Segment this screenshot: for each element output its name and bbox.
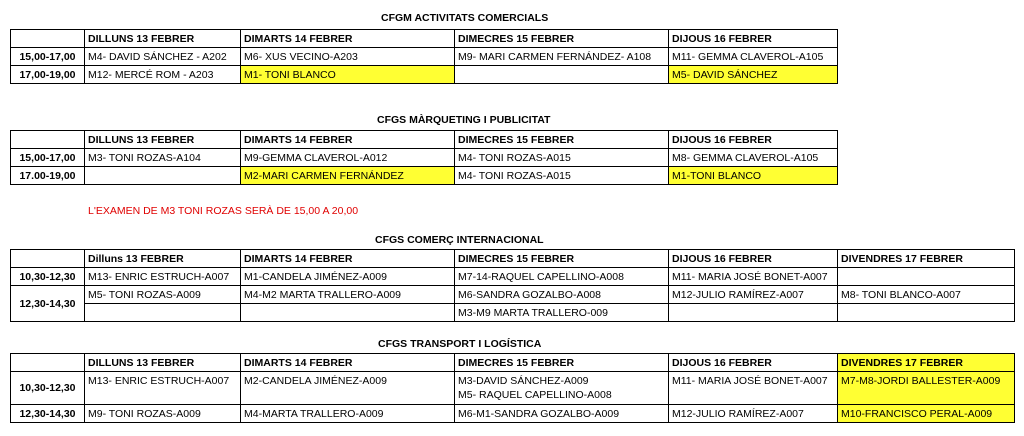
exam-cell: M9- TONI ROZAS-A009: [85, 405, 241, 423]
exam-cell: M11- MARIA JOSÉ BONET-A007: [669, 268, 838, 286]
day-header: DIMECRES 15 FEBRER: [455, 354, 669, 372]
exam-cell: M4- DAVID SÁNCHEZ - A202: [85, 48, 241, 66]
table-row: [11, 149, 838, 167]
day-header: DIJOUS 16 FEBRER: [669, 131, 838, 149]
corner-cell: [11, 250, 85, 268]
table-row: [11, 304, 1015, 322]
table-row: [11, 48, 838, 66]
exam-cell-highlighted: M1-TONI BLANCO: [669, 167, 838, 185]
exam-cell: M7-14-RAQUEL CAPELLINO-A008: [455, 268, 669, 286]
exam-cell: M3-M9 MARTA TRALLERO-009: [455, 304, 669, 322]
section-title-comerc: CFGS COMERÇ INTERNACIONAL: [375, 234, 544, 246]
exam-cell: M13- ENRIC ESTRUCH-A007: [85, 268, 241, 286]
exam-cell: [241, 304, 455, 322]
exam-cell: [838, 304, 1015, 322]
exam-cell: M4- TONI ROZAS-A015: [455, 167, 669, 185]
exam-cell-highlighted: M2-MARI CARMEN FERNÁNDEZ: [241, 167, 455, 185]
exam-cell: M6- XUS VECINO-A203: [241, 48, 455, 66]
time-slot: 10,30-12,30: [11, 268, 85, 286]
exam-cell: M9-GEMMA CLAVEROL-A012: [241, 149, 455, 167]
table-header-row: [11, 250, 1015, 268]
table-row: [11, 405, 1015, 423]
schedule-table-activitats: [10, 29, 838, 84]
exam-line: M5- RAQUEL CAPELLINO-A008: [458, 389, 612, 401]
day-header: Dilluns 13 FEBRER: [85, 250, 241, 268]
table-row: [11, 372, 1015, 405]
table-row: [11, 66, 838, 84]
time-slot: 17.00-19,00: [11, 167, 85, 185]
day-header: DIJOUS 16 FEBRER: [669, 30, 838, 48]
exam-cell-highlighted: M1- TONI BLANCO: [241, 66, 455, 84]
exam-cell: M11- GEMMA CLAVEROL-A105: [669, 48, 838, 66]
exam-cell: M12- MERCÉ ROM - A203: [85, 66, 241, 84]
exam-cell: M6-SANDRA GOZALBO-A008: [455, 286, 669, 304]
day-header: DIMARTS 14 FEBRER: [241, 354, 455, 372]
table-header-row: [11, 354, 1015, 372]
exam-cell-multi: [455, 372, 669, 405]
day-header: DIMARTS 14 FEBRER: [241, 250, 455, 268]
day-header: DILLUNS 13 FEBRER: [85, 131, 241, 149]
day-header: DIMARTS 14 FEBRER: [241, 131, 455, 149]
schedule-table-transport: [10, 353, 1015, 423]
table-header-row: [11, 30, 838, 48]
exam-cell: M4-MARTA TRALLERO-A009: [241, 405, 455, 423]
exam-cell: [85, 167, 241, 185]
corner-cell: [11, 354, 85, 372]
day-header: DIMECRES 15 FEBRER: [455, 250, 669, 268]
exam-cell: M11- MARIA JOSÉ BONET-A007: [669, 372, 838, 405]
time-slot: 12,30-14,30: [11, 405, 85, 423]
table-row: [11, 167, 838, 185]
exam-cell: [455, 66, 669, 84]
section-title-transport: CFGS TRANSPORT I LOGÍSTICA: [378, 338, 542, 350]
exam-cell: M4-M2 MARTA TRALLERO-A009: [241, 286, 455, 304]
table-header-row: [11, 131, 838, 149]
exam-cell: [838, 268, 1015, 286]
corner-cell: [11, 131, 85, 149]
schedule-table-comerc: [10, 249, 1015, 322]
exam-cell: M12-JULIO RAMÍREZ-A007: [669, 286, 838, 304]
exam-cell: M13- ENRIC ESTRUCH-A007: [85, 372, 241, 405]
day-header: DIJOUS 16 FEBRER: [669, 354, 838, 372]
exam-line: M3-DAVID SÁNCHEZ-A009: [458, 375, 589, 387]
exam-cell: M1-CANDELA JIMÉNEZ-A009: [241, 268, 455, 286]
exam-cell-highlighted: M7-M8-JORDI BALLESTER-A009: [838, 372, 1015, 405]
time-slot: 12,30-14,30: [11, 286, 85, 322]
day-header: DIVENDRES 17 FEBRER: [838, 250, 1015, 268]
table-row: [11, 286, 1015, 304]
exam-cell: M3- TONI ROZAS-A104: [85, 149, 241, 167]
time-slot: 17,00-19,00: [11, 66, 85, 84]
exam-cell: M6-M1-SANDRA GOZALBO-A009: [455, 405, 669, 423]
time-slot: 15,00-17,00: [11, 149, 85, 167]
section-title-marqueting: CFGS MÀRQUETING I PUBLICITAT: [377, 114, 551, 126]
day-header: DILLUNS 13 FEBRER: [85, 354, 241, 372]
exam-cell: M9- MARI CARMEN FERNÁNDEZ- A108: [455, 48, 669, 66]
exam-cell: M5- TONI ROZAS-A009: [85, 286, 241, 304]
exam-cell-highlighted: M10-FRANCISCO PERAL-A009: [838, 405, 1015, 423]
exam-note: L'EXAMEN DE M3 TONI ROZAS SERÀ DE 15,00 A 20,00: [88, 205, 359, 217]
day-header: DIMECRES 15 FEBRER: [455, 131, 669, 149]
table-row: [11, 268, 1015, 286]
time-slot: 10,30-12,30: [11, 372, 85, 405]
day-header: DIJOUS 16 FEBRER: [669, 250, 838, 268]
exam-cell: M2-CANDELA JIMÉNEZ-A009: [241, 372, 455, 405]
time-slot: 15,00-17,00: [11, 48, 85, 66]
exam-cell: M4- TONI ROZAS-A015: [455, 149, 669, 167]
exam-cell: M12-JULIO RAMÍREZ-A007: [669, 405, 838, 423]
schedule-table-marqueting: [10, 130, 838, 185]
day-header: DIMECRES 15 FEBRER: [455, 30, 669, 48]
exam-cell: M8- TONI BLANCO-A007: [838, 286, 1015, 304]
day-header-highlighted: DIVENDRES 17 FEBRER: [838, 354, 1015, 372]
exam-cell: [85, 304, 241, 322]
section-title-activitats: CFGM ACTIVITATS COMERCIALS: [381, 12, 549, 24]
exam-cell-highlighted: M5- DAVID SÁNCHEZ: [669, 66, 838, 84]
exam-cell: [669, 304, 838, 322]
day-header: DILLUNS 13 FEBRER: [85, 30, 241, 48]
corner-cell: [11, 30, 85, 48]
exam-cell: M8- GEMMA CLAVEROL-A105: [669, 149, 838, 167]
day-header: DIMARTS 14 FEBRER: [241, 30, 455, 48]
